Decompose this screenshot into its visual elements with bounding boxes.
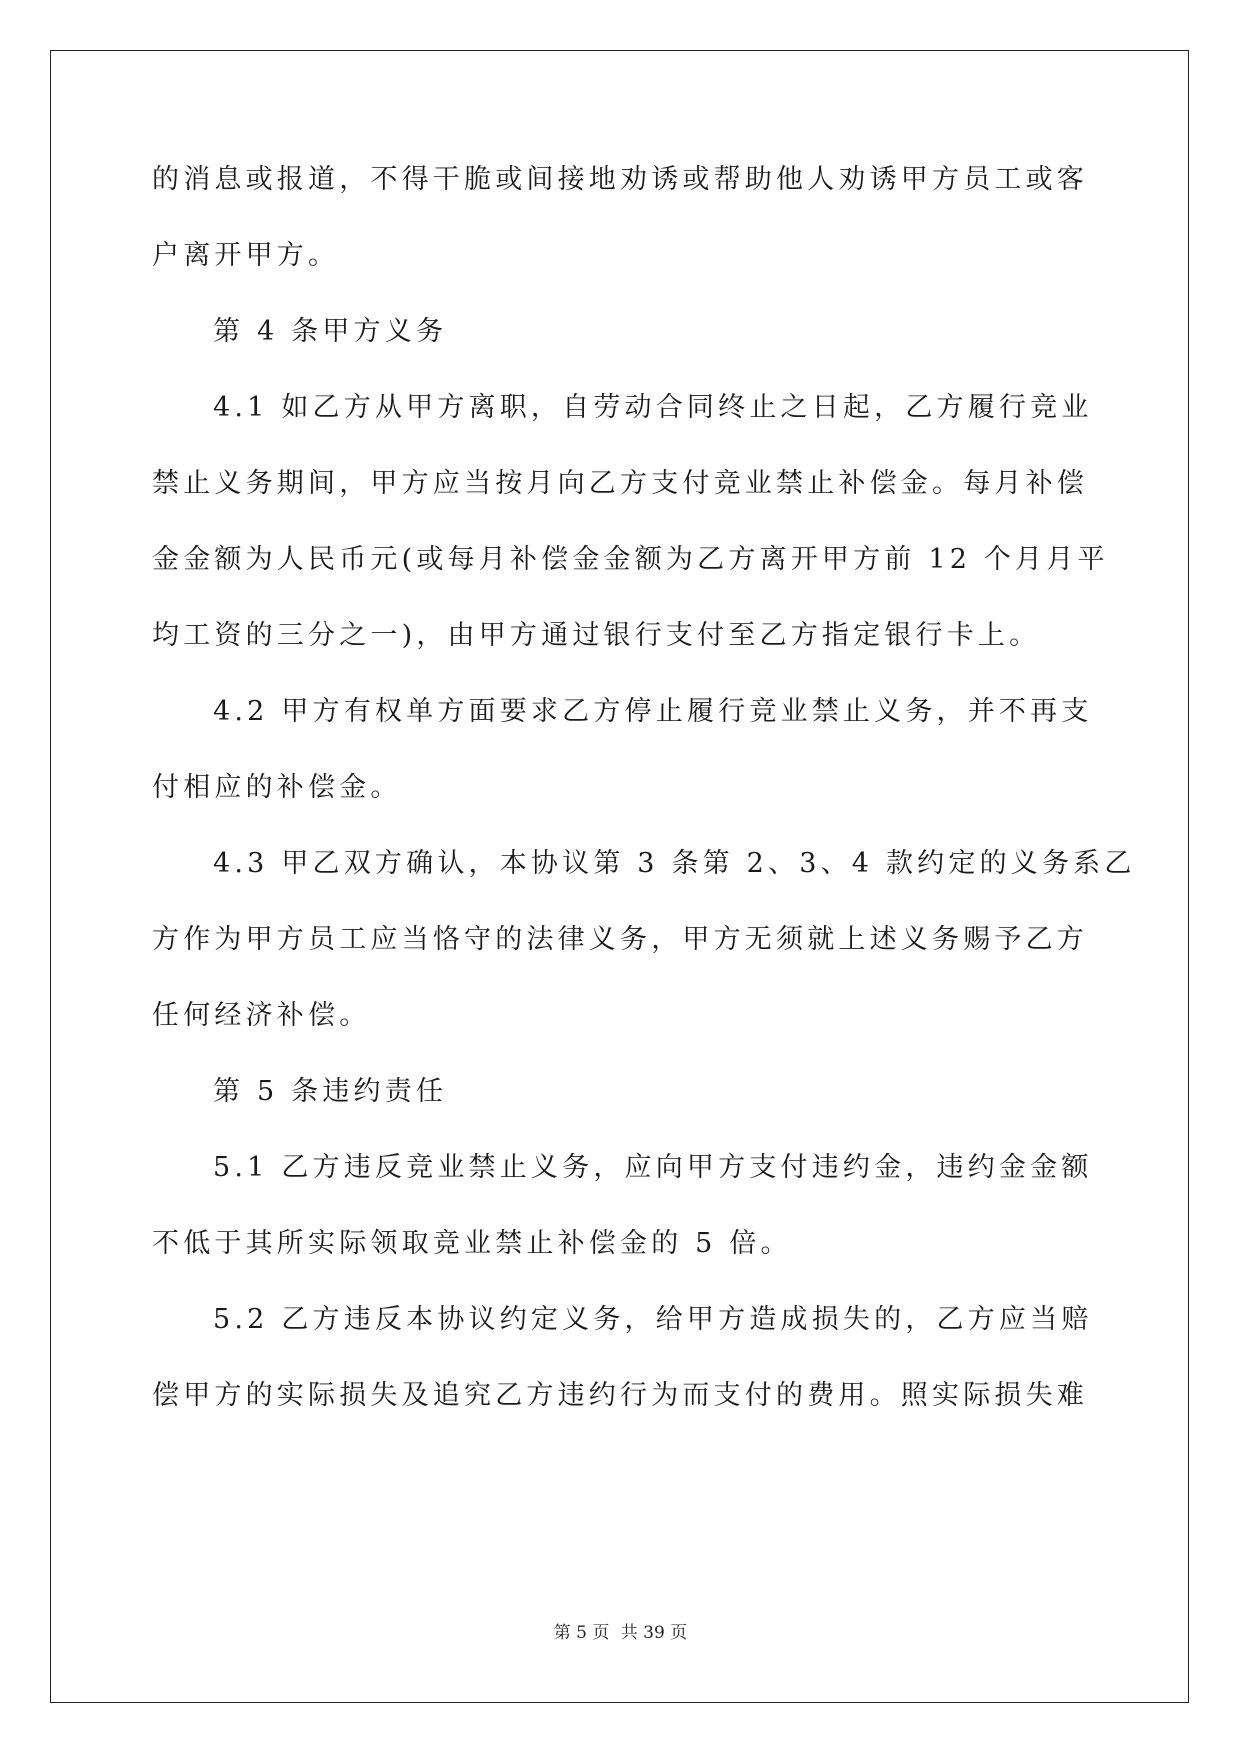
text-line: 方作为甲方员工应当恪守的法律义务，甲方无须就上述义务赐予乙方 [152,924,1088,955]
text-line: 的消息或报道，不得干脆或间接地劝诱或帮助他人劝诱甲方员工或客 [152,164,1088,195]
clause-line: 4.1 如乙方从甲方离职，自劳动合同终止之日起，乙方履行竞业 [213,392,1093,423]
page-footer [0,1618,1241,1643]
section-heading: 第 4 条甲方义务 [213,316,448,347]
text-line: 任何经济补偿。 [152,1000,371,1031]
text-line: 户离开甲方。 [152,240,340,271]
text-line: 均工资的三分之一)，由甲方通过银行支付至乙方指定银行卡上。 [152,620,1041,651]
clause-line: 4.3 甲乙双方确认，本协议第 3 条第 2、3、4 款约定的义务系乙 [213,848,1136,879]
text-line: 付相应的补偿金。 [152,772,402,803]
section-heading: 第 5 条违约责任 [213,1076,448,1107]
text-line: 禁止义务期间，甲方应当按月向乙方支付竞业禁止补偿金。每月补偿 [152,468,1088,499]
clause-line: 5.1 乙方违反竞业禁止义务，应向甲方支付违约金，违约金金额 [213,1152,1093,1183]
clause-line: 4.2 甲方有权单方面要求乙方停止履行竞业禁止义务，并不再支 [213,696,1093,727]
text-line: 金金额为人民币元(或每月补偿金金额为乙方离开甲方前 12 个月月平 [152,544,1109,575]
clause-line: 5.2 乙方违反本协议约定义务，给甲方造成损失的，乙方应当赔 [213,1304,1093,1335]
page-number: 第 5 页 [553,1623,610,1643]
text-line: 偿甲方的实际损失及追究乙方违约行为而支付的费用。照实际损失难 [152,1380,1088,1411]
text-line: 不低于其所实际领取竞业禁止补偿金的 5 倍。 [152,1228,792,1259]
page-total: 共 39 页 [620,1623,688,1643]
